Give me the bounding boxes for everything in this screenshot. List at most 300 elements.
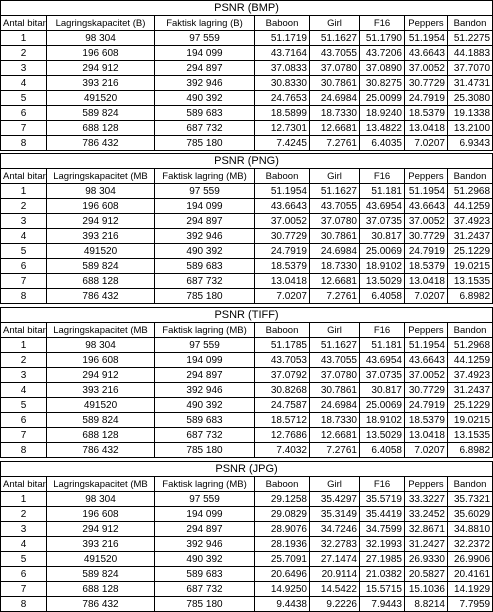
table-row [1, 259, 493, 274]
table-cell: 37.0735 [360, 214, 405, 229]
table-cell: 26.9906 [448, 552, 493, 567]
table-cell: 13.5029 [360, 274, 405, 289]
table-cell: 589 683 [155, 413, 255, 428]
table-cell: 98 304 [47, 492, 155, 507]
table-header-row [1, 16, 493, 31]
column-header: F16 [360, 169, 405, 184]
table-cell: 393 216 [47, 537, 155, 552]
table-cell: 97 559 [155, 31, 255, 46]
table-cell: 35.4419 [360, 507, 405, 522]
table-cell: 2 [1, 46, 47, 61]
table-cell: 37.0890 [360, 61, 405, 76]
column-header: Lagringskapacitet (MB [47, 169, 155, 184]
table-row [1, 184, 493, 199]
table-cell: 13.0418 [405, 121, 448, 136]
table-cell: 43.6643 [405, 46, 448, 61]
table-cell: 3 [1, 522, 47, 537]
table-cell: 51.1790 [360, 31, 405, 46]
table-cell: 51.1627 [310, 338, 360, 353]
table-title: PSNR (PNG) [1, 154, 493, 169]
table-cell: 25.0069 [360, 398, 405, 413]
table-cell: 28.9076 [255, 522, 310, 537]
table-cell: 34.7246 [310, 522, 360, 537]
column-header: Lagringskapacitet (MB [47, 477, 155, 492]
table-cell: 31.2437 [448, 383, 493, 398]
table-cell: 9.2226 [310, 597, 360, 612]
table-cell: 785 180 [155, 443, 255, 458]
table-cell: 785 180 [155, 136, 255, 151]
table-cell: 491520 [47, 91, 155, 106]
table-cell: 51.2275 [448, 31, 493, 46]
table-title-row [1, 308, 493, 323]
table-cell: 12.6681 [310, 121, 360, 136]
table-cell: 51.1954 [405, 338, 448, 353]
table-cell: 687 732 [155, 428, 255, 443]
column-header: Antal bitar [1, 323, 47, 338]
table-cell: 12.7686 [255, 428, 310, 443]
table-cell: 6.8982 [448, 443, 493, 458]
table-row [1, 413, 493, 428]
table-cell: 51.1954 [405, 184, 448, 199]
table-cell: 7.2761 [310, 136, 360, 151]
table-cell: 30.7729 [405, 76, 448, 91]
table-cell: 30.7729 [405, 383, 448, 398]
table-cell: 7.0207 [405, 136, 448, 151]
table-cell: 33.2452 [405, 507, 448, 522]
table-cell: 7 [1, 428, 47, 443]
table-cell: 294 897 [155, 522, 255, 537]
table-cell: 8 [1, 136, 47, 151]
table-title: PSNR (BMP) [1, 1, 493, 16]
table-row [1, 507, 493, 522]
table-row [1, 274, 493, 289]
table-cell: 294 912 [47, 214, 155, 229]
table-cell: 7.0207 [405, 443, 448, 458]
table-cell: 6.8982 [448, 289, 493, 304]
table-cell: 687 732 [155, 582, 255, 597]
table-cell: 51.181 [360, 184, 405, 199]
table-cell: 1 [1, 492, 47, 507]
column-header: Peppers [405, 169, 448, 184]
table-cell: 32.2783 [310, 537, 360, 552]
table-cell: 35.6029 [448, 507, 493, 522]
table-cell: 25.0099 [360, 91, 405, 106]
psnr-table-section [0, 0, 492, 151]
psnr-table [0, 461, 493, 612]
table-row [1, 244, 493, 259]
table-cell: 30.817 [360, 383, 405, 398]
column-header: Faktisk lagring (MB) [155, 477, 255, 492]
table-cell: 30.8275 [360, 76, 405, 91]
table-cell: 37.0052 [405, 214, 448, 229]
column-header: Faktisk lagring (MB) [155, 323, 255, 338]
table-cell: 8.8214 [405, 597, 448, 612]
column-header: Peppers [405, 16, 448, 31]
table-cell: 688 128 [47, 428, 155, 443]
table-cell: 7.4245 [255, 136, 310, 151]
table-cell: 19.0215 [448, 413, 493, 428]
table-cell: 20.5827 [405, 567, 448, 582]
table-title: PSNR (JPG) [1, 462, 493, 477]
table-cell: 24.7919 [255, 244, 310, 259]
psnr-table [0, 153, 493, 304]
table-row [1, 61, 493, 76]
table-cell: 12.6681 [310, 274, 360, 289]
table-cell: 24.7919 [405, 398, 448, 413]
table-cell: 13.2100 [448, 121, 493, 136]
column-header: Peppers [405, 477, 448, 492]
table-cell: 43.6643 [255, 199, 310, 214]
column-header: Peppers [405, 323, 448, 338]
table-cell: 18.5379 [405, 259, 448, 274]
table-cell: 7 [1, 582, 47, 597]
table-row [1, 136, 493, 151]
table-cell: 31.2437 [448, 229, 493, 244]
table-cell: 786 432 [47, 136, 155, 151]
table-cell: 786 432 [47, 597, 155, 612]
table-cell: 51.2968 [448, 338, 493, 353]
table-cell: 51.1627 [310, 31, 360, 46]
table-cell: 37.7070 [448, 61, 493, 76]
table-row [1, 522, 493, 537]
table-cell: 30.7729 [405, 229, 448, 244]
table-cell: 8 [1, 289, 47, 304]
table-cell: 4 [1, 383, 47, 398]
table-cell: 18.9102 [360, 259, 405, 274]
table-cell: 786 432 [47, 443, 155, 458]
table-cell: 687 732 [155, 274, 255, 289]
table-cell: 12.7301 [255, 121, 310, 136]
table-cell: 18.5379 [255, 259, 310, 274]
table-cell: 51.1627 [310, 184, 360, 199]
table-row [1, 428, 493, 443]
table-cell: 294 897 [155, 61, 255, 76]
table-cell: 18.5379 [405, 413, 448, 428]
table-cell: 392 946 [155, 229, 255, 244]
table-cell: 14.1929 [448, 582, 493, 597]
table-cell: 7.9443 [360, 597, 405, 612]
table-cell: 18.5379 [405, 106, 448, 121]
table-cell: 294 912 [47, 368, 155, 383]
table-cell: 20.4161 [448, 567, 493, 582]
table-cell: 6.4058 [360, 443, 405, 458]
table-cell: 24.7919 [405, 244, 448, 259]
table-cell: 18.9102 [360, 413, 405, 428]
table-cell: 5 [1, 552, 47, 567]
table-cell: 51.181 [360, 338, 405, 353]
column-header: Faktisk lagring (MB) [155, 169, 255, 184]
table-cell: 13.1535 [448, 428, 493, 443]
table-cell: 6 [1, 259, 47, 274]
table-cell: 29.0829 [255, 507, 310, 522]
table-cell: 34.8810 [448, 522, 493, 537]
table-title-row [1, 1, 493, 16]
table-cell: 14.9250 [255, 582, 310, 597]
table-cell: 37.0780 [310, 61, 360, 76]
table-cell: 2 [1, 507, 47, 522]
table-cell: 589 824 [47, 567, 155, 582]
table-cell: 24.7653 [255, 91, 310, 106]
table-cell: 32.8671 [405, 522, 448, 537]
table-row [1, 229, 493, 244]
table-cell: 30.7861 [310, 229, 360, 244]
column-header: Antal bitar [1, 477, 47, 492]
table-row [1, 383, 493, 398]
table-cell: 194 099 [155, 199, 255, 214]
table-cell: 29.1258 [255, 492, 310, 507]
table-row [1, 368, 493, 383]
table-cell: 43.7164 [255, 46, 310, 61]
table-cell: 24.6984 [310, 91, 360, 106]
table-cell: 18.7330 [310, 413, 360, 428]
table-cell: 785 180 [155, 597, 255, 612]
table-cell: 44.1883 [448, 46, 493, 61]
table-row [1, 552, 493, 567]
table-cell: 20.9114 [310, 567, 360, 582]
table-cell: 7.2761 [310, 443, 360, 458]
table-cell: 6.4035 [360, 136, 405, 151]
table-cell: 43.7055 [310, 199, 360, 214]
table-cell: 43.7055 [310, 46, 360, 61]
table-row [1, 199, 493, 214]
table-cell: 51.1785 [255, 338, 310, 353]
table-cell: 8 [1, 597, 47, 612]
table-cell: 14.5422 [310, 582, 360, 597]
table-cell: 97 559 [155, 338, 255, 353]
table-title: PSNR (TIFF) [1, 308, 493, 323]
table-cell: 392 946 [155, 76, 255, 91]
table-cell: 33.3227 [405, 492, 448, 507]
table-cell: 196 608 [47, 353, 155, 368]
table-cell: 7 [1, 121, 47, 136]
table-row [1, 567, 493, 582]
column-header: F16 [360, 477, 405, 492]
column-header: Lagringskapacitet (MB [47, 323, 155, 338]
column-header: Faktisk lagring (B) [155, 16, 255, 31]
table-cell: 393 216 [47, 229, 155, 244]
table-cell: 6 [1, 413, 47, 428]
table-cell: 13.1535 [448, 274, 493, 289]
table-cell: 6.4058 [360, 289, 405, 304]
table-cell: 4 [1, 229, 47, 244]
table-cell: 1 [1, 31, 47, 46]
table-cell: 7 [1, 274, 47, 289]
table-cell: 687 732 [155, 121, 255, 136]
table-cell: 44.1259 [448, 353, 493, 368]
column-header: Bandon [448, 169, 493, 184]
table-cell: 32.2372 [448, 537, 493, 552]
table-cell: 13.4822 [360, 121, 405, 136]
table-cell: 4 [1, 537, 47, 552]
table-cell: 43.6954 [360, 199, 405, 214]
table-cell: 51.1954 [405, 31, 448, 46]
table-cell: 15.1036 [405, 582, 448, 597]
table-cell: 490 392 [155, 398, 255, 413]
table-cell: 98 304 [47, 184, 155, 199]
table-cell: 25.3080 [448, 91, 493, 106]
table-cell: 25.7091 [255, 552, 310, 567]
table-cell: 12.6681 [310, 428, 360, 443]
table-cell: 24.7919 [405, 91, 448, 106]
column-header: Baboon [255, 16, 310, 31]
table-cell: 13.5029 [360, 428, 405, 443]
table-cell: 18.5712 [255, 413, 310, 428]
table-cell: 37.0780 [310, 368, 360, 383]
table-cell: 6.9343 [448, 136, 493, 151]
table-cell: 393 216 [47, 76, 155, 91]
table-cell: 31.4731 [448, 76, 493, 91]
column-header: Girl [310, 323, 360, 338]
table-row [1, 353, 493, 368]
table-row [1, 443, 493, 458]
table-cell: 31.2427 [405, 537, 448, 552]
table-cell: 32.1993 [360, 537, 405, 552]
table-cell: 1 [1, 338, 47, 353]
table-cell: 2 [1, 353, 47, 368]
table-cell: 6 [1, 106, 47, 121]
table-cell: 786 432 [47, 289, 155, 304]
table-cell: 688 128 [47, 274, 155, 289]
table-cell: 490 392 [155, 552, 255, 567]
table-cell: 98 304 [47, 338, 155, 353]
table-title-row [1, 154, 493, 169]
table-cell: 490 392 [155, 244, 255, 259]
psnr-table-section [0, 307, 492, 458]
table-cell: 7.2761 [310, 289, 360, 304]
table-cell: 37.0833 [255, 61, 310, 76]
table-cell: 20.6496 [255, 567, 310, 582]
column-header: Girl [310, 169, 360, 184]
table-cell: 30.8268 [255, 383, 310, 398]
table-cell: 1 [1, 184, 47, 199]
table-cell: 194 099 [155, 507, 255, 522]
table-cell: 5 [1, 91, 47, 106]
table-cell: 7.7959 [448, 597, 493, 612]
table-cell: 589 683 [155, 259, 255, 274]
table-cell: 196 608 [47, 46, 155, 61]
table-cell: 491520 [47, 552, 155, 567]
table-cell: 6 [1, 567, 47, 582]
table-cell: 98 304 [47, 31, 155, 46]
table-cell: 35.3149 [310, 507, 360, 522]
table-cell: 393 216 [47, 383, 155, 398]
table-cell: 37.0792 [255, 368, 310, 383]
table-row [1, 537, 493, 552]
table-cell: 688 128 [47, 121, 155, 136]
table-cell: 24.6984 [310, 398, 360, 413]
table-cell: 3 [1, 61, 47, 76]
table-cell: 194 099 [155, 353, 255, 368]
table-title-row [1, 462, 493, 477]
table-cell: 35.4297 [310, 492, 360, 507]
column-header: Antal bitar [1, 169, 47, 184]
table-cell: 785 180 [155, 289, 255, 304]
table-row [1, 214, 493, 229]
table-cell: 294 897 [155, 368, 255, 383]
table-cell: 7.4032 [255, 443, 310, 458]
table-cell: 2 [1, 199, 47, 214]
table-cell: 18.7330 [310, 106, 360, 121]
table-cell: 43.7055 [310, 353, 360, 368]
table-cell: 13.0418 [405, 428, 448, 443]
table-cell: 27.1985 [360, 552, 405, 567]
table-header-row [1, 477, 493, 492]
column-header: Baboon [255, 477, 310, 492]
table-cell: 30.7729 [255, 229, 310, 244]
table-cell: 51.1719 [255, 31, 310, 46]
table-row [1, 582, 493, 597]
table-cell: 37.0780 [310, 214, 360, 229]
table-cell: 7.0207 [255, 289, 310, 304]
column-header: Baboon [255, 169, 310, 184]
table-cell: 589 683 [155, 567, 255, 582]
table-cell: 3 [1, 368, 47, 383]
column-header: Bandon [448, 477, 493, 492]
column-header: Bandon [448, 323, 493, 338]
table-cell: 51.1954 [255, 184, 310, 199]
table-cell: 8 [1, 443, 47, 458]
table-cell: 490 392 [155, 91, 255, 106]
column-header: F16 [360, 16, 405, 31]
table-row [1, 597, 493, 612]
table-cell: 37.4923 [448, 368, 493, 383]
table-header-row [1, 169, 493, 184]
psnr-table-section [0, 461, 492, 612]
table-row [1, 492, 493, 507]
table-cell: 35.5719 [360, 492, 405, 507]
table-cell: 294 912 [47, 61, 155, 76]
table-cell: 5 [1, 244, 47, 259]
table-cell: 24.7587 [255, 398, 310, 413]
table-cell: 37.0052 [405, 61, 448, 76]
table-cell: 37.4923 [448, 214, 493, 229]
table-cell: 491520 [47, 244, 155, 259]
table-cell: 28.1936 [255, 537, 310, 552]
table-row [1, 338, 493, 353]
table-cell: 37.0735 [360, 368, 405, 383]
table-cell: 44.1259 [448, 199, 493, 214]
table-cell: 5 [1, 398, 47, 413]
table-row [1, 91, 493, 106]
table-cell: 392 946 [155, 383, 255, 398]
table-cell: 25.0069 [360, 244, 405, 259]
column-header: F16 [360, 323, 405, 338]
table-cell: 30.7861 [310, 383, 360, 398]
table-cell: 18.5899 [255, 106, 310, 121]
table-cell: 37.0052 [405, 368, 448, 383]
table-cell: 18.7330 [310, 259, 360, 274]
table-cell: 35.7321 [448, 492, 493, 507]
table-cell: 4 [1, 76, 47, 91]
psnr-table [0, 307, 493, 458]
table-cell: 196 608 [47, 507, 155, 522]
table-cell: 194 099 [155, 46, 255, 61]
table-cell: 97 559 [155, 492, 255, 507]
table-cell: 9.4438 [255, 597, 310, 612]
table-cell: 15.5715 [360, 582, 405, 597]
table-cell: 294 912 [47, 522, 155, 537]
table-cell: 589 824 [47, 413, 155, 428]
table-cell: 26.9330 [405, 552, 448, 567]
table-header-row [1, 323, 493, 338]
column-header: Baboon [255, 323, 310, 338]
table-cell: 43.7206 [360, 46, 405, 61]
table-cell: 34.7599 [360, 522, 405, 537]
table-cell: 43.6954 [360, 353, 405, 368]
table-cell: 294 897 [155, 214, 255, 229]
table-cell: 30.8330 [255, 76, 310, 91]
table-cell: 21.0382 [360, 567, 405, 582]
